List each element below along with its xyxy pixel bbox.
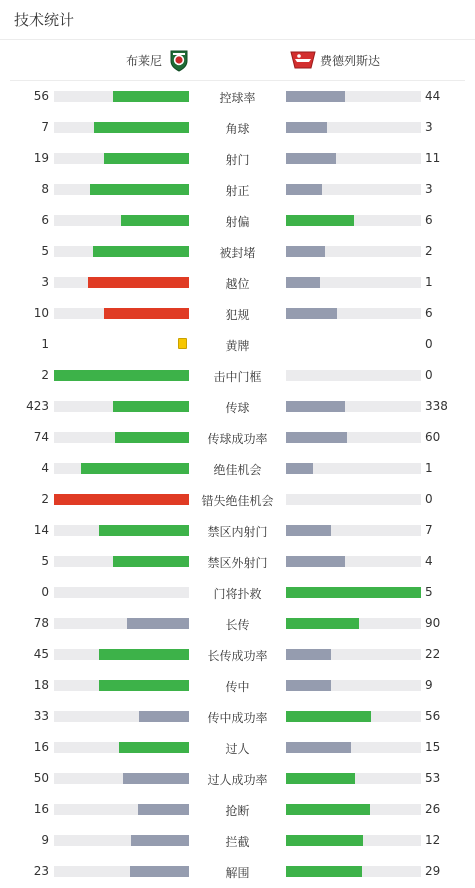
home-value: 5: [41, 554, 49, 568]
home-value: 50: [33, 771, 49, 785]
away-bar-track: [286, 618, 421, 629]
home-bar-fill: [54, 370, 189, 381]
home-bar-fill: [99, 680, 189, 691]
away-bar-fill: [286, 91, 345, 102]
away-bar-fill: [286, 525, 331, 536]
away-bar-track: [286, 711, 421, 722]
home-bar-fill: [113, 91, 189, 102]
away-bar-fill: [286, 773, 355, 784]
stat-label: 抢断: [225, 804, 250, 818]
stat-label: 传球成功率: [207, 432, 268, 446]
away-value: 26: [425, 802, 441, 816]
home-bar-track: [54, 866, 189, 877]
away-value: 1: [425, 461, 433, 475]
stat-label: 拦截: [225, 835, 250, 849]
home-value: 33: [33, 709, 49, 723]
stat-label: 击中门框: [213, 370, 262, 384]
home-bar-track: [54, 773, 189, 784]
away-bar-track: [286, 556, 421, 567]
away-bar-fill: [286, 153, 336, 164]
away-value: 60: [425, 430, 441, 444]
stat-row: [0, 732, 475, 763]
home-bar-track: [54, 184, 189, 195]
yellow-card-icon: [178, 338, 187, 349]
home-bar-track: [54, 494, 189, 505]
stat-label: 过人: [225, 742, 250, 756]
stat-row: [0, 329, 475, 360]
stat-label: 门将扑救: [213, 587, 262, 601]
stat-row: [0, 112, 475, 143]
home-bar-fill: [88, 277, 189, 288]
away-bar-track: [286, 773, 421, 784]
page-header: [0, 0, 475, 40]
away-bar-track: [286, 835, 421, 846]
home-value: 19: [33, 151, 49, 165]
home-bar-track: [54, 680, 189, 691]
home-bar-track: [54, 215, 189, 226]
home-bar-track: [54, 463, 189, 474]
home-bar-fill: [130, 866, 189, 877]
away-value: 3: [425, 120, 433, 134]
stat-label: 长传: [225, 618, 250, 632]
stat-row: [0, 825, 475, 856]
away-bar-track: [286, 525, 421, 536]
stat-label: 射正: [225, 184, 250, 198]
home-bar-track: [54, 308, 189, 319]
home-bar-track: [54, 556, 189, 567]
home-bar-fill: [113, 556, 189, 567]
home-bar-fill: [81, 463, 189, 474]
away-bar-track: [286, 277, 421, 288]
home-bar-fill: [94, 122, 189, 133]
away-bar-fill: [286, 215, 354, 226]
home-value: 2: [41, 368, 49, 382]
home-value: 5: [41, 244, 49, 258]
stat-label: 禁区外射门: [207, 556, 268, 570]
home-value: 23: [33, 864, 49, 878]
away-value: 56: [425, 709, 441, 723]
away-bar-track: [286, 153, 421, 164]
stat-row: [0, 174, 475, 205]
away-value: 6: [425, 306, 433, 320]
away-bar-track: [286, 649, 421, 660]
home-value: 16: [33, 802, 49, 816]
teams-header: [10, 40, 465, 81]
stat-row: [0, 577, 475, 608]
away-value: 0: [425, 368, 433, 382]
home-bar-fill: [131, 835, 189, 846]
away-value: 3: [425, 182, 433, 196]
home-value: 9: [41, 833, 49, 847]
away-bar-track: [286, 122, 421, 133]
stat-label: 角球: [225, 122, 250, 136]
away-bar-fill: [286, 804, 370, 815]
away-bar-fill: [286, 711, 371, 722]
away-value: 15: [425, 740, 441, 754]
home-bar-track: [54, 246, 189, 257]
away-bar-fill: [286, 308, 337, 319]
home-bar-track: [54, 122, 189, 133]
home-value: 18: [33, 678, 49, 692]
away-value: 12: [425, 833, 441, 847]
away-bar-track: [286, 308, 421, 319]
stat-row: [0, 701, 475, 732]
stat-row: [0, 422, 475, 453]
away-bar-track: [286, 432, 421, 443]
stat-row: [0, 484, 475, 515]
stat-row: [0, 639, 475, 670]
away-value: 22: [425, 647, 441, 661]
home-bar-track: [54, 711, 189, 722]
away-value: 0: [425, 337, 433, 351]
away-bar-track: [286, 91, 421, 102]
home-value: 78: [33, 616, 49, 630]
stat-label: 传中: [225, 680, 250, 694]
home-bar-fill: [138, 804, 189, 815]
stat-label: 解围: [225, 866, 250, 880]
away-bar-track: [286, 587, 421, 598]
away-team-name: 费德列斯达: [320, 53, 381, 68]
home-bar-track: [54, 742, 189, 753]
home-value: 56: [33, 89, 49, 103]
stat-label: 射门: [225, 153, 250, 167]
home-value: 1: [41, 337, 49, 351]
home-value: 45: [33, 647, 49, 661]
away-bar-fill: [286, 866, 362, 877]
home-bar-fill: [104, 308, 189, 319]
home-bar-track: [54, 649, 189, 660]
stat-row: [0, 236, 475, 267]
stat-row: [0, 546, 475, 577]
away-value: 9: [425, 678, 433, 692]
away-bar-fill: [286, 277, 320, 288]
home-bar-track: [54, 804, 189, 815]
home-value: 6: [41, 213, 49, 227]
stat-label: 犯规: [225, 308, 250, 322]
stat-row: [0, 453, 475, 484]
stat-label: 传中成功率: [207, 711, 268, 725]
away-team[interactable]: [290, 40, 380, 80]
away-value: 5: [425, 585, 433, 599]
stat-row: [0, 794, 475, 825]
home-bar-fill: [113, 401, 189, 412]
away-bar-fill: [286, 618, 359, 629]
away-bar-fill: [286, 432, 347, 443]
away-value: 6: [425, 213, 433, 227]
home-value: 14: [33, 523, 49, 537]
home-value: 16: [33, 740, 49, 754]
stat-label: 绝佳机会: [213, 463, 262, 477]
home-bar-fill: [99, 525, 189, 536]
stat-label: 传球: [225, 401, 250, 415]
away-value: 338: [425, 399, 448, 413]
home-bar-track: [54, 277, 189, 288]
away-bar-fill: [286, 556, 345, 567]
home-value: 8: [41, 182, 49, 196]
away-bar-track: [286, 680, 421, 691]
stat-row: [0, 143, 475, 174]
stat-label: 控球率: [219, 91, 256, 105]
stat-row: [0, 608, 475, 639]
away-bar-fill: [286, 587, 421, 598]
home-bar-fill: [115, 432, 189, 443]
away-value: 90: [425, 616, 441, 630]
home-value: 2: [41, 492, 49, 506]
home-value: 0: [41, 585, 49, 599]
away-value: 29: [425, 864, 441, 878]
away-value: 53: [425, 771, 441, 785]
stat-row: [0, 360, 475, 391]
home-value: 423: [26, 399, 49, 413]
stat-label: 长传成功率: [207, 649, 268, 663]
home-bar-fill: [123, 773, 189, 784]
home-bar-track: [54, 525, 189, 536]
stat-row: [0, 763, 475, 794]
page-title: 技术统计: [14, 11, 75, 29]
away-bar-track: [286, 246, 421, 257]
stat-row: [0, 391, 475, 422]
home-bar-track: [54, 91, 189, 102]
home-value: 3: [41, 275, 49, 289]
away-value: 44: [425, 89, 441, 103]
home-team-crest-icon: [167, 48, 191, 72]
away-bar-track: [286, 370, 421, 381]
stat-label: 射偏: [225, 215, 250, 229]
stat-label: 错失绝佳机会: [201, 494, 274, 508]
home-bar-fill: [99, 649, 189, 660]
home-value: 74: [33, 430, 49, 444]
away-bar-track: [286, 494, 421, 505]
stat-row: [0, 670, 475, 701]
home-team[interactable]: [126, 40, 191, 80]
home-bar-fill: [139, 711, 189, 722]
stat-label: 黄牌: [225, 339, 250, 353]
away-value: 0: [425, 492, 433, 506]
away-bar-track: [286, 184, 421, 195]
away-value: 1: [425, 275, 433, 289]
away-value: 4: [425, 554, 433, 568]
stat-label: 越位: [225, 277, 250, 291]
away-team-crest-icon: [290, 50, 316, 70]
stat-label: 禁区内射门: [207, 525, 268, 539]
home-bar-track: [54, 618, 189, 629]
away-bar-fill: [286, 649, 331, 660]
stat-row: [0, 298, 475, 329]
home-bar-track: [54, 370, 189, 381]
home-bar-fill: [93, 246, 189, 257]
home-bar-fill: [90, 184, 189, 195]
away-bar-track: [286, 215, 421, 226]
stat-row: [0, 267, 475, 298]
away-bar-track: [286, 463, 421, 474]
home-bar-track: [54, 432, 189, 443]
away-bar-fill: [286, 122, 327, 133]
home-bar-fill: [127, 618, 189, 629]
home-team-name: 布莱尼: [126, 53, 163, 68]
home-bar-track: [54, 401, 189, 412]
away-bar-fill: [286, 742, 351, 753]
home-bar-fill: [104, 153, 189, 164]
home-bar-fill: [119, 742, 189, 753]
away-bar-fill: [286, 246, 325, 257]
home-bar-track: [54, 835, 189, 846]
away-bar-fill: [286, 835, 363, 846]
stat-label: 过人成功率: [207, 773, 268, 787]
home-value: 4: [41, 461, 49, 475]
home-value: 7: [41, 120, 49, 134]
away-bar-track: [286, 804, 421, 815]
away-bar-fill: [286, 463, 313, 474]
away-value: 7: [425, 523, 433, 537]
away-bar-track: [286, 866, 421, 877]
home-bar-fill: [121, 215, 189, 226]
home-value: 10: [33, 306, 49, 320]
away-bar-fill: [286, 401, 345, 412]
home-bar-track: [54, 587, 189, 598]
stat-row: [0, 81, 475, 112]
stat-row: [0, 856, 475, 887]
away-bar-fill: [286, 184, 322, 195]
away-value: 11: [425, 151, 441, 165]
home-bar-track: [54, 153, 189, 164]
stat-label: 被封堵: [219, 246, 256, 260]
stat-row: [0, 205, 475, 236]
away-bar-track: [286, 401, 421, 412]
home-bar-fill: [54, 494, 189, 505]
away-bar-fill: [286, 680, 331, 691]
stat-row: [0, 515, 475, 546]
away-value: 2: [425, 244, 433, 258]
away-bar-track: [286, 742, 421, 753]
